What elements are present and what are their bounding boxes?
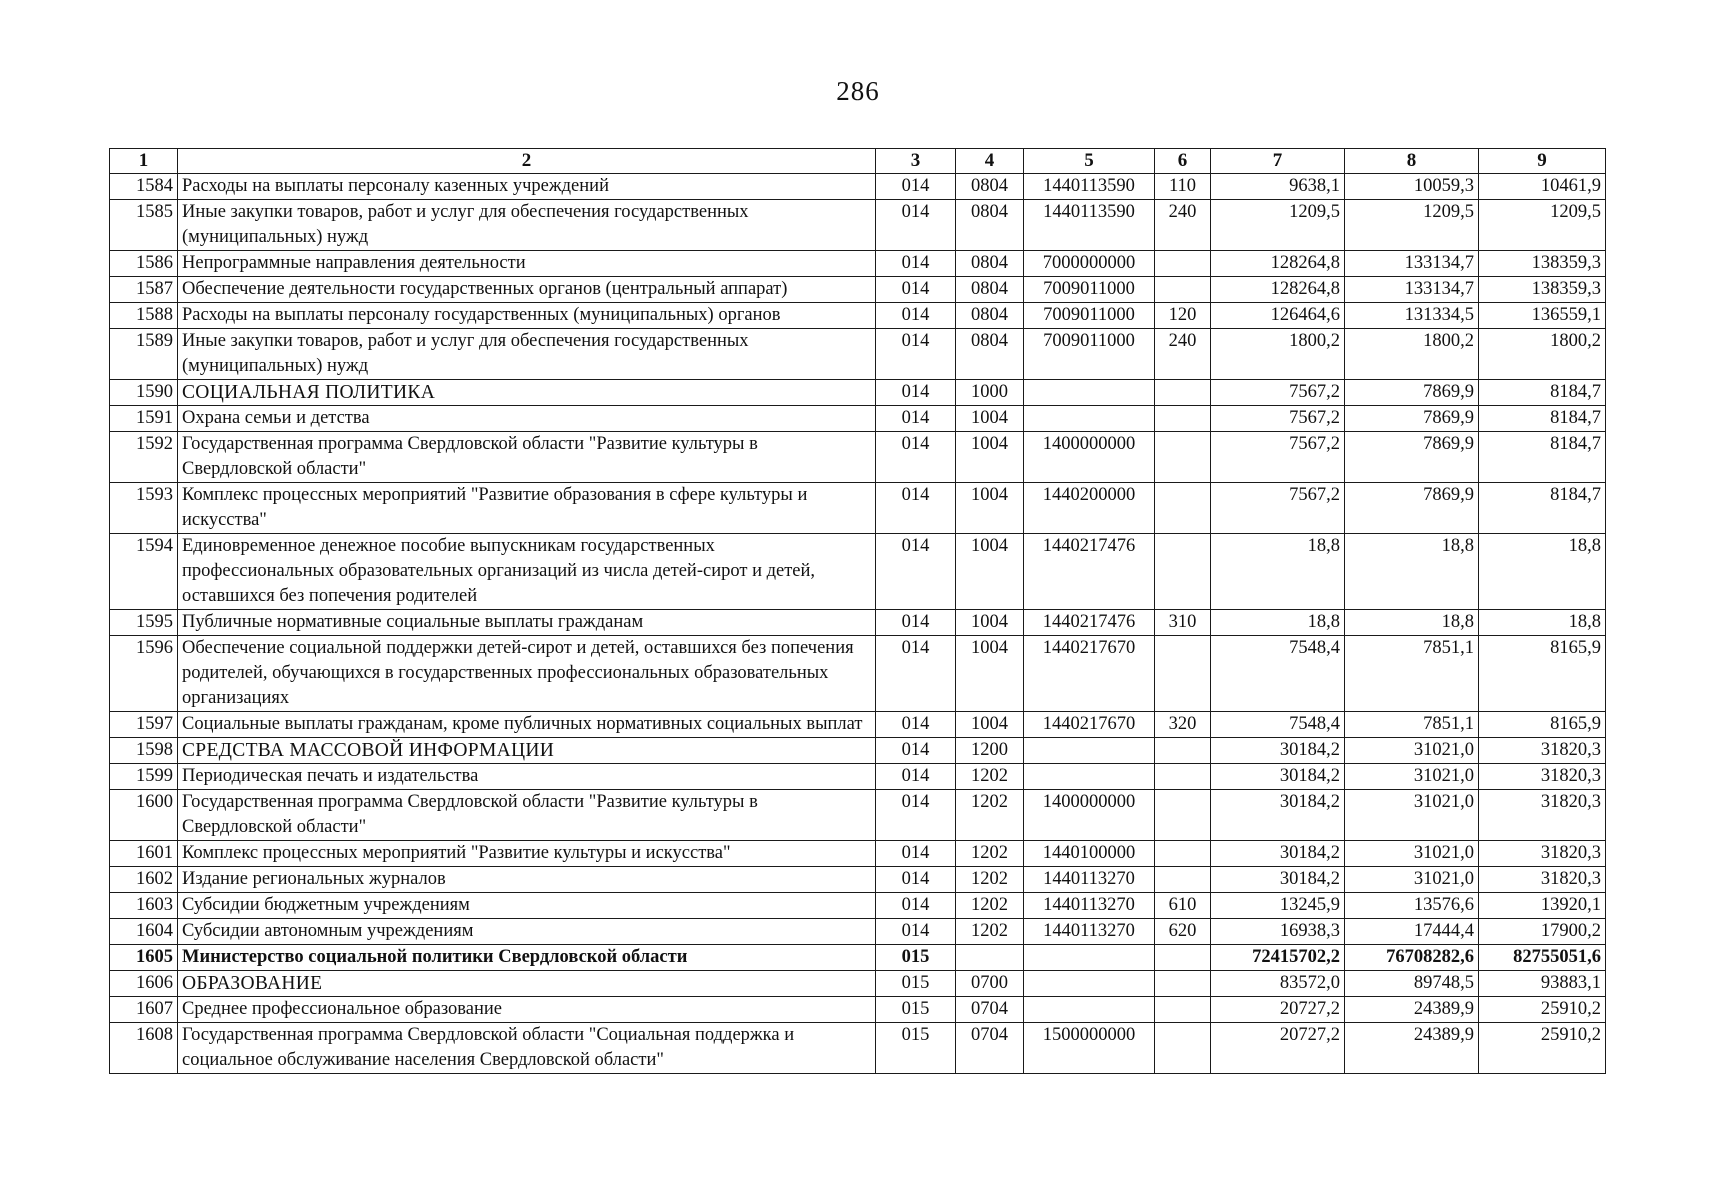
- amount-year1-cell: 13245,9: [1211, 893, 1345, 919]
- amount-year3-cell: 8184,7: [1479, 406, 1606, 432]
- budget-table: [109, 148, 1606, 1074]
- section-cell: 0700: [956, 971, 1024, 997]
- target-article-cell: 7009011000: [1024, 303, 1155, 329]
- row-number-cell: 1594: [110, 534, 178, 610]
- target-article-cell: [1024, 380, 1155, 406]
- target-article-cell: [1024, 945, 1155, 971]
- section-cell: 1004: [956, 406, 1024, 432]
- target-article-cell: 7000000000: [1024, 251, 1155, 277]
- amount-year2-cell: 7869,9: [1345, 483, 1479, 534]
- amount-year1-cell: 16938,3: [1211, 919, 1345, 945]
- target-article-cell: 1440217476: [1024, 610, 1155, 636]
- header-cell: 3: [876, 149, 956, 174]
- row-number-cell: 1598: [110, 738, 178, 764]
- section-cell: 1202: [956, 893, 1024, 919]
- table-row: [110, 432, 1606, 483]
- code-cell: 014: [876, 432, 956, 483]
- target-article-cell: [1024, 406, 1155, 432]
- row-name-cell: СРЕДСТВА МАССОВОЙ ИНФОРМАЦИИ: [178, 738, 876, 764]
- expense-type-cell: 110: [1155, 174, 1211, 200]
- code-cell: 014: [876, 893, 956, 919]
- row-name-cell: Комплекс процессных мероприятий "Развитие образования в сфере культуры и искусства": [178, 483, 876, 534]
- amount-year3-cell: 1209,5: [1479, 200, 1606, 251]
- table-row: [110, 200, 1606, 251]
- header-cell: 1: [110, 149, 178, 174]
- table-row: [110, 971, 1606, 997]
- expense-type-cell: 310: [1155, 610, 1211, 636]
- section-cell: 1004: [956, 483, 1024, 534]
- amount-year3-cell: 1800,2: [1479, 329, 1606, 380]
- header-cell: 5: [1024, 149, 1155, 174]
- amount-year2-cell: 18,8: [1345, 610, 1479, 636]
- table-row: [110, 893, 1606, 919]
- code-cell: 014: [876, 277, 956, 303]
- expense-type-cell: [1155, 636, 1211, 712]
- amount-year3-cell: 17900,2: [1479, 919, 1606, 945]
- expense-type-cell: 610: [1155, 893, 1211, 919]
- row-number-cell: 1585: [110, 200, 178, 251]
- table-row: [110, 610, 1606, 636]
- code-cell: 014: [876, 712, 956, 738]
- table-row: [110, 764, 1606, 790]
- code-cell: 014: [876, 636, 956, 712]
- amount-year3-cell: 31820,3: [1479, 790, 1606, 841]
- expense-type-cell: [1155, 406, 1211, 432]
- amount-year2-cell: 133134,7: [1345, 251, 1479, 277]
- amount-year1-cell: 7567,2: [1211, 380, 1345, 406]
- row-name-cell: Комплекс процессных мероприятий "Развитие культуры и искусства": [178, 841, 876, 867]
- expense-type-cell: [1155, 534, 1211, 610]
- amount-year1-cell: 30184,2: [1211, 764, 1345, 790]
- table-row: [110, 636, 1606, 712]
- expense-type-cell: [1155, 251, 1211, 277]
- target-article-cell: [1024, 971, 1155, 997]
- amount-year2-cell: 7851,1: [1345, 712, 1479, 738]
- target-article-cell: 1500000000: [1024, 1023, 1155, 1074]
- code-cell: 014: [876, 303, 956, 329]
- row-name-cell: Субсидии автономным учреждениям: [178, 919, 876, 945]
- table-header-row: [110, 149, 1606, 174]
- table-row: [110, 534, 1606, 610]
- row-number-cell: 1601: [110, 841, 178, 867]
- amount-year2-cell: 31021,0: [1345, 738, 1479, 764]
- amount-year2-cell: 131334,5: [1345, 303, 1479, 329]
- code-cell: 014: [876, 534, 956, 610]
- row-number-cell: 1605: [110, 945, 178, 971]
- section-cell: 1004: [956, 636, 1024, 712]
- amount-year2-cell: 24389,9: [1345, 1023, 1479, 1074]
- code-cell: 014: [876, 174, 956, 200]
- amount-year2-cell: 31021,0: [1345, 841, 1479, 867]
- amount-year3-cell: 25910,2: [1479, 997, 1606, 1023]
- amount-year1-cell: 7567,2: [1211, 483, 1345, 534]
- amount-year1-cell: 7567,2: [1211, 406, 1345, 432]
- expense-type-cell: [1155, 997, 1211, 1023]
- row-number-cell: 1603: [110, 893, 178, 919]
- expense-type-cell: [1155, 867, 1211, 893]
- row-name-cell: Государственная программа Свердловской области "Развитие культуры в Свердловской области": [178, 432, 876, 483]
- expense-type-cell: 240: [1155, 329, 1211, 380]
- expense-type-cell: [1155, 790, 1211, 841]
- table-row: [110, 738, 1606, 764]
- amount-year1-cell: 1209,5: [1211, 200, 1345, 251]
- code-cell: 014: [876, 483, 956, 534]
- table-row: [110, 329, 1606, 380]
- amount-year3-cell: 8165,9: [1479, 712, 1606, 738]
- target-article-cell: [1024, 997, 1155, 1023]
- target-article-cell: 1440217670: [1024, 636, 1155, 712]
- header-cell: 2: [178, 149, 876, 174]
- amount-year1-cell: 30184,2: [1211, 790, 1345, 841]
- amount-year1-cell: 7567,2: [1211, 432, 1345, 483]
- row-name-cell: Непрограммные направления деятельности: [178, 251, 876, 277]
- row-number-cell: 1595: [110, 610, 178, 636]
- section-cell: 1202: [956, 919, 1024, 945]
- table-row: [110, 380, 1606, 406]
- section-cell: 1202: [956, 841, 1024, 867]
- expense-type-cell: [1155, 277, 1211, 303]
- amount-year3-cell: 31820,3: [1479, 867, 1606, 893]
- row-number-cell: 1608: [110, 1023, 178, 1074]
- row-name-cell: Обеспечение социальной поддержки детей-сирот и детей, оставшихся без попечения родителей, обучающихся в государственных профессиональных образовательных организациях: [178, 636, 876, 712]
- amount-year2-cell: 31021,0: [1345, 790, 1479, 841]
- section-cell: 1004: [956, 712, 1024, 738]
- amount-year1-cell: 30184,2: [1211, 738, 1345, 764]
- amount-year3-cell: 8184,7: [1479, 432, 1606, 483]
- section-cell: 0804: [956, 200, 1024, 251]
- amount-year3-cell: 82755051,6: [1479, 945, 1606, 971]
- header-cell: 6: [1155, 149, 1211, 174]
- target-article-cell: 1440113590: [1024, 174, 1155, 200]
- amount-year3-cell: 8184,7: [1479, 380, 1606, 406]
- amount-year1-cell: 20727,2: [1211, 1023, 1345, 1074]
- header-cell: 7: [1211, 149, 1345, 174]
- amount-year3-cell: 31820,3: [1479, 764, 1606, 790]
- target-article-cell: 1440217476: [1024, 534, 1155, 610]
- target-article-cell: 7009011000: [1024, 329, 1155, 380]
- page-number: 286: [836, 76, 880, 106]
- row-number-cell: 1584: [110, 174, 178, 200]
- target-article-cell: [1024, 764, 1155, 790]
- amount-year3-cell: 8184,7: [1479, 483, 1606, 534]
- target-article-cell: 1440113270: [1024, 867, 1155, 893]
- table-row: [110, 919, 1606, 945]
- row-name-cell: Публичные нормативные социальные выплаты гражданам: [178, 610, 876, 636]
- amount-year2-cell: 13576,6: [1345, 893, 1479, 919]
- amount-year1-cell: 128264,8: [1211, 277, 1345, 303]
- row-name-cell: Единовременное денежное пособие выпускникам государственных профессиональных образовательных организаций из числа детей-сирот и детей, оставшихся без попечения родителей: [178, 534, 876, 610]
- row-number-cell: 1592: [110, 432, 178, 483]
- expense-type-cell: [1155, 971, 1211, 997]
- amount-year3-cell: 93883,1: [1479, 971, 1606, 997]
- expense-type-cell: 240: [1155, 200, 1211, 251]
- target-article-cell: [1024, 738, 1155, 764]
- table-row: [110, 174, 1606, 200]
- expense-type-cell: [1155, 432, 1211, 483]
- code-cell: 014: [876, 919, 956, 945]
- row-name-cell: Расходы на выплаты персоналу государственных (муниципальных) органов: [178, 303, 876, 329]
- row-name-cell: Государственная программа Свердловской области "Социальная поддержка и социальное обслуживание населения Свердловской области": [178, 1023, 876, 1074]
- amount-year1-cell: 7548,4: [1211, 636, 1345, 712]
- code-cell: 014: [876, 738, 956, 764]
- target-article-cell: 1440100000: [1024, 841, 1155, 867]
- section-cell: [956, 945, 1024, 971]
- table-row: [110, 997, 1606, 1023]
- row-name-cell: Иные закупки товаров, работ и услуг для обеспечения государственных (муниципальных) нужд: [178, 200, 876, 251]
- row-number-cell: 1602: [110, 867, 178, 893]
- amount-year2-cell: 76708282,6: [1345, 945, 1479, 971]
- amount-year2-cell: 7869,9: [1345, 432, 1479, 483]
- code-cell: 014: [876, 841, 956, 867]
- section-cell: 0704: [956, 1023, 1024, 1074]
- row-name-cell: Субсидии бюджетным учреждениям: [178, 893, 876, 919]
- target-article-cell: 1440113270: [1024, 893, 1155, 919]
- row-name-cell: Государственная программа Свердловской области "Развитие культуры в Свердловской области": [178, 790, 876, 841]
- target-article-cell: 1400000000: [1024, 432, 1155, 483]
- amount-year2-cell: 89748,5: [1345, 971, 1479, 997]
- amount-year3-cell: 136559,1: [1479, 303, 1606, 329]
- header-cell: 9: [1479, 149, 1606, 174]
- row-number-cell: 1587: [110, 277, 178, 303]
- header-cell: 4: [956, 149, 1024, 174]
- amount-year3-cell: 138359,3: [1479, 277, 1606, 303]
- row-name-cell: Обеспечение деятельности государственных органов (центральный аппарат): [178, 277, 876, 303]
- amount-year2-cell: 24389,9: [1345, 997, 1479, 1023]
- row-number-cell: 1604: [110, 919, 178, 945]
- row-number-cell: 1596: [110, 636, 178, 712]
- table-row: [110, 841, 1606, 867]
- target-article-cell: 1440113270: [1024, 919, 1155, 945]
- amount-year2-cell: 1800,2: [1345, 329, 1479, 380]
- row-name-cell: Иные закупки товаров, работ и услуг для обеспечения государственных (муниципальных) нужд: [178, 329, 876, 380]
- row-name-cell: Среднее профессиональное образование: [178, 997, 876, 1023]
- expense-type-cell: [1155, 738, 1211, 764]
- row-number-cell: 1590: [110, 380, 178, 406]
- expense-type-cell: [1155, 841, 1211, 867]
- section-cell: 0804: [956, 303, 1024, 329]
- amount-year1-cell: 7548,4: [1211, 712, 1345, 738]
- section-cell: 1004: [956, 432, 1024, 483]
- target-article-cell: 1440113590: [1024, 200, 1155, 251]
- expense-type-cell: 320: [1155, 712, 1211, 738]
- section-cell: 1202: [956, 764, 1024, 790]
- code-cell: 014: [876, 610, 956, 636]
- row-name-cell: Социальные выплаты гражданам, кроме публичных нормативных социальных выплат: [178, 712, 876, 738]
- amount-year1-cell: 83572,0: [1211, 971, 1345, 997]
- row-number-cell: 1591: [110, 406, 178, 432]
- table-row: [110, 406, 1606, 432]
- expense-type-cell: 120: [1155, 303, 1211, 329]
- amount-year3-cell: 138359,3: [1479, 251, 1606, 277]
- amount-year1-cell: 72415702,2: [1211, 945, 1345, 971]
- section-cell: 0804: [956, 329, 1024, 380]
- section-cell: 0804: [956, 174, 1024, 200]
- row-number-cell: 1600: [110, 790, 178, 841]
- code-cell: 014: [876, 406, 956, 432]
- code-cell: 014: [876, 251, 956, 277]
- amount-year3-cell: 13920,1: [1479, 893, 1606, 919]
- amount-year3-cell: 18,8: [1479, 534, 1606, 610]
- row-name-cell: Периодическая печать и издательства: [178, 764, 876, 790]
- amount-year2-cell: 133134,7: [1345, 277, 1479, 303]
- expense-type-cell: [1155, 764, 1211, 790]
- row-name-cell: Расходы на выплаты персоналу казенных учреждений: [178, 174, 876, 200]
- amount-year3-cell: 25910,2: [1479, 1023, 1606, 1074]
- expense-type-cell: [1155, 945, 1211, 971]
- amount-year1-cell: 18,8: [1211, 610, 1345, 636]
- code-cell: 014: [876, 764, 956, 790]
- section-cell: 1200: [956, 738, 1024, 764]
- amount-year2-cell: 1209,5: [1345, 200, 1479, 251]
- expense-type-cell: [1155, 380, 1211, 406]
- code-cell: 015: [876, 971, 956, 997]
- target-article-cell: 1400000000: [1024, 790, 1155, 841]
- section-cell: 1000: [956, 380, 1024, 406]
- expense-type-cell: [1155, 1023, 1211, 1074]
- section-cell: 1202: [956, 790, 1024, 841]
- code-cell: 014: [876, 200, 956, 251]
- table-row: [110, 712, 1606, 738]
- section-cell: 1202: [956, 867, 1024, 893]
- row-number-cell: 1586: [110, 251, 178, 277]
- table-row: [110, 867, 1606, 893]
- row-number-cell: 1593: [110, 483, 178, 534]
- table-row: [110, 945, 1606, 971]
- section-cell: 0704: [956, 997, 1024, 1023]
- target-article-cell: 7009011000: [1024, 277, 1155, 303]
- amount-year2-cell: 10059,3: [1345, 174, 1479, 200]
- amount-year2-cell: 31021,0: [1345, 867, 1479, 893]
- row-name-cell: Министерство социальной политики Свердловской области: [178, 945, 876, 971]
- row-name-cell: СОЦИАЛЬНАЯ ПОЛИТИКА: [178, 380, 876, 406]
- section-cell: 0804: [956, 277, 1024, 303]
- table-row: [110, 790, 1606, 841]
- code-cell: 014: [876, 867, 956, 893]
- code-cell: 014: [876, 329, 956, 380]
- amount-year2-cell: 17444,4: [1345, 919, 1479, 945]
- table-row: [110, 303, 1606, 329]
- row-name-cell: ОБРАЗОВАНИЕ: [178, 971, 876, 997]
- amount-year2-cell: 7869,9: [1345, 380, 1479, 406]
- amount-year1-cell: 126464,6: [1211, 303, 1345, 329]
- amount-year1-cell: 128264,8: [1211, 251, 1345, 277]
- table-body: [110, 174, 1606, 1074]
- header-cell: 8: [1345, 149, 1479, 174]
- amount-year3-cell: 8165,9: [1479, 636, 1606, 712]
- row-number-cell: 1607: [110, 997, 178, 1023]
- section-cell: 0804: [956, 251, 1024, 277]
- row-name-cell: Охрана семьи и детства: [178, 406, 876, 432]
- amount-year1-cell: 30184,2: [1211, 841, 1345, 867]
- table-row: [110, 1023, 1606, 1074]
- table-row: [110, 251, 1606, 277]
- row-number-cell: 1588: [110, 303, 178, 329]
- code-cell: 014: [876, 380, 956, 406]
- row-number-cell: 1597: [110, 712, 178, 738]
- section-cell: 1004: [956, 610, 1024, 636]
- amount-year3-cell: 10461,9: [1479, 174, 1606, 200]
- code-cell: 015: [876, 945, 956, 971]
- expense-type-cell: 620: [1155, 919, 1211, 945]
- amount-year2-cell: 31021,0: [1345, 764, 1479, 790]
- code-cell: 014: [876, 790, 956, 841]
- row-number-cell: 1606: [110, 971, 178, 997]
- row-name-cell: Издание региональных журналов: [178, 867, 876, 893]
- amount-year1-cell: 1800,2: [1211, 329, 1345, 380]
- row-number-cell: 1599: [110, 764, 178, 790]
- amount-year3-cell: 31820,3: [1479, 841, 1606, 867]
- target-article-cell: 1440217670: [1024, 712, 1155, 738]
- expense-type-cell: [1155, 483, 1211, 534]
- target-article-cell: 1440200000: [1024, 483, 1155, 534]
- amount-year1-cell: 18,8: [1211, 534, 1345, 610]
- section-cell: 1004: [956, 534, 1024, 610]
- amount-year1-cell: 30184,2: [1211, 867, 1345, 893]
- amount-year2-cell: 18,8: [1345, 534, 1479, 610]
- code-cell: 015: [876, 1023, 956, 1074]
- table-row: [110, 483, 1606, 534]
- amount-year1-cell: 9638,1: [1211, 174, 1345, 200]
- code-cell: 015: [876, 997, 956, 1023]
- amount-year2-cell: 7869,9: [1345, 406, 1479, 432]
- amount-year2-cell: 7851,1: [1345, 636, 1479, 712]
- amount-year3-cell: 31820,3: [1479, 738, 1606, 764]
- table-row: [110, 277, 1606, 303]
- amount-year1-cell: 20727,2: [1211, 997, 1345, 1023]
- row-number-cell: 1589: [110, 329, 178, 380]
- amount-year3-cell: 18,8: [1479, 610, 1606, 636]
